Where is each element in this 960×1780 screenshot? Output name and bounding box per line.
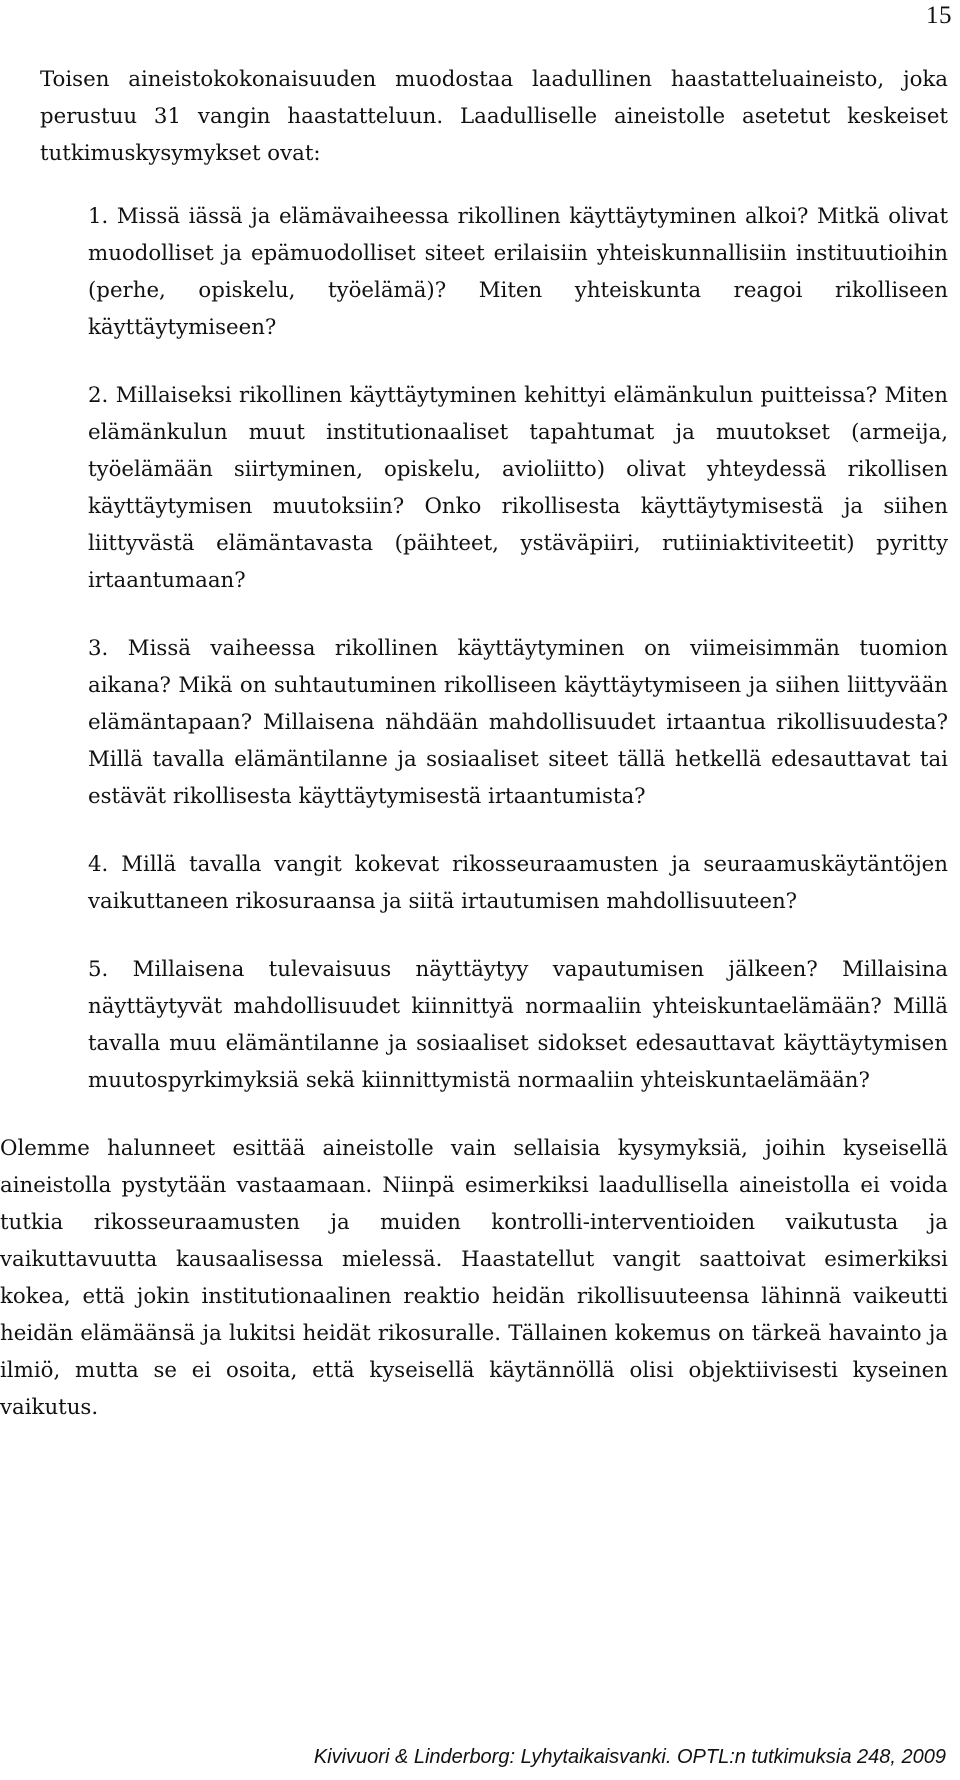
research-question-1: 1. Missä iässä ja elämävaiheessa rikollinen käyttäytyminen alkoi? Mitkä olivat muodolliset ja epämuodolliset siteet erilaisiin yhteiskunnallisiin instituutioihin (perhe, opiskelu, työelämä)? Miten yhteiskunta reagoi rikolliseen käyttäytymiseen?: [88, 204, 948, 340]
research-question-2: 2. Millaiseksi rikollinen käyttäytyminen kehittyi elämänkulun puitteissa? Miten elämänkulun muut institutionaaliset tapahtumat ja muutokset (armeija, työelämään siirtyminen, opiskelu, avioliitto) olivat yhteydessä rikollisen käyttäytymisen muutoksiin? Onko rikollisesta käyttäytymisestä ja siihen liittyvästä elämäntavasta (päihteet, ystäväpiiri, rutiiniaktiviteetit) pyritty irtaantumaan?: [88, 383, 948, 593]
research-question-5: 5. Millaisena tulevaisuus näyttäytyy vapautumisen jälkeen? Millaisina näyttäytyvät mahdollisuudet kiinnittyä normaaliin yhteiskuntaelämään? Millä tavalla muu elämäntilanne ja sosiaaliset sidokset edesauttavat käyttäytymisen muutospyrkimyksiä sekä kiinnittymistä normaaliin yhteiskuntaelämään?: [88, 957, 948, 1093]
page-number: 15: [926, 2, 952, 29]
intro-paragraph: Toisen aineistokokonaisuuden muodostaa laadullinen haastatteluaineisto, joka perustuu 31 vangin haastatteluun. Laadulliselle aineistolle asetetut keskeiset tutkimuskysymykset ovat:: [40, 67, 948, 166]
footer-citation: Kivivuori & Linderborg: Lyhytaikaisvanki. OPTL:n tutkimuksia 248, 2009: [313, 1746, 946, 1768]
research-question-4: 4. Millä tavalla vangit kokevat rikosseuraamusten ja seuraamuskäytäntöjen vaikuttaneen rikosuraansa ja siitä irtautumisen mahdollisuuteen?: [88, 852, 948, 914]
research-question-3: 3. Missä vaiheessa rikollinen käyttäytyminen on viimeisimmän tuomion aikana? Mikä on suhtautuminen rikolliseen käyttäytymiseen ja siihen liittyvään elämäntapaan? Millaisena nähdään mahdollisuudet irtaantua rikollisuudesta? Millä tavalla elämäntilanne ja sosiaaliset siteet tällä hetkellä edesauttavat tai estävät rikollisesta käyttäytymisestä irtaantumista?: [88, 636, 948, 809]
document-body: [0, 61, 948, 1426]
closing-paragraph: Olemme halunneet esittää aineistolle vain sellaisia kysymyksiä, joihin kyseisellä aineistolla pystytään vastaamaan. Niinpä esimerkiksi laadullisella aineistolla ei voida tutkia rikosseuraamusten ja muiden kontrolli-interventioiden vaikutusta ja vaikuttavuutta kausaalisessa mielessä. Haastatellut vangit saattoivat esimerkiksi kokea, että jokin institutionaalinen reaktio heidän rikollisuuteensa lähinnä vaikeutti heidän elämäänsä ja lukitsi heidät rikosuralle. Tällainen kokemus on tärkeä havainto ja ilmiö, mutta se ei osoita, että kyseisellä käytännöllä olisi objektiivisesti kyseinen vaikutus.: [0, 1136, 948, 1420]
research-question-list: [0, 198, 948, 1099]
